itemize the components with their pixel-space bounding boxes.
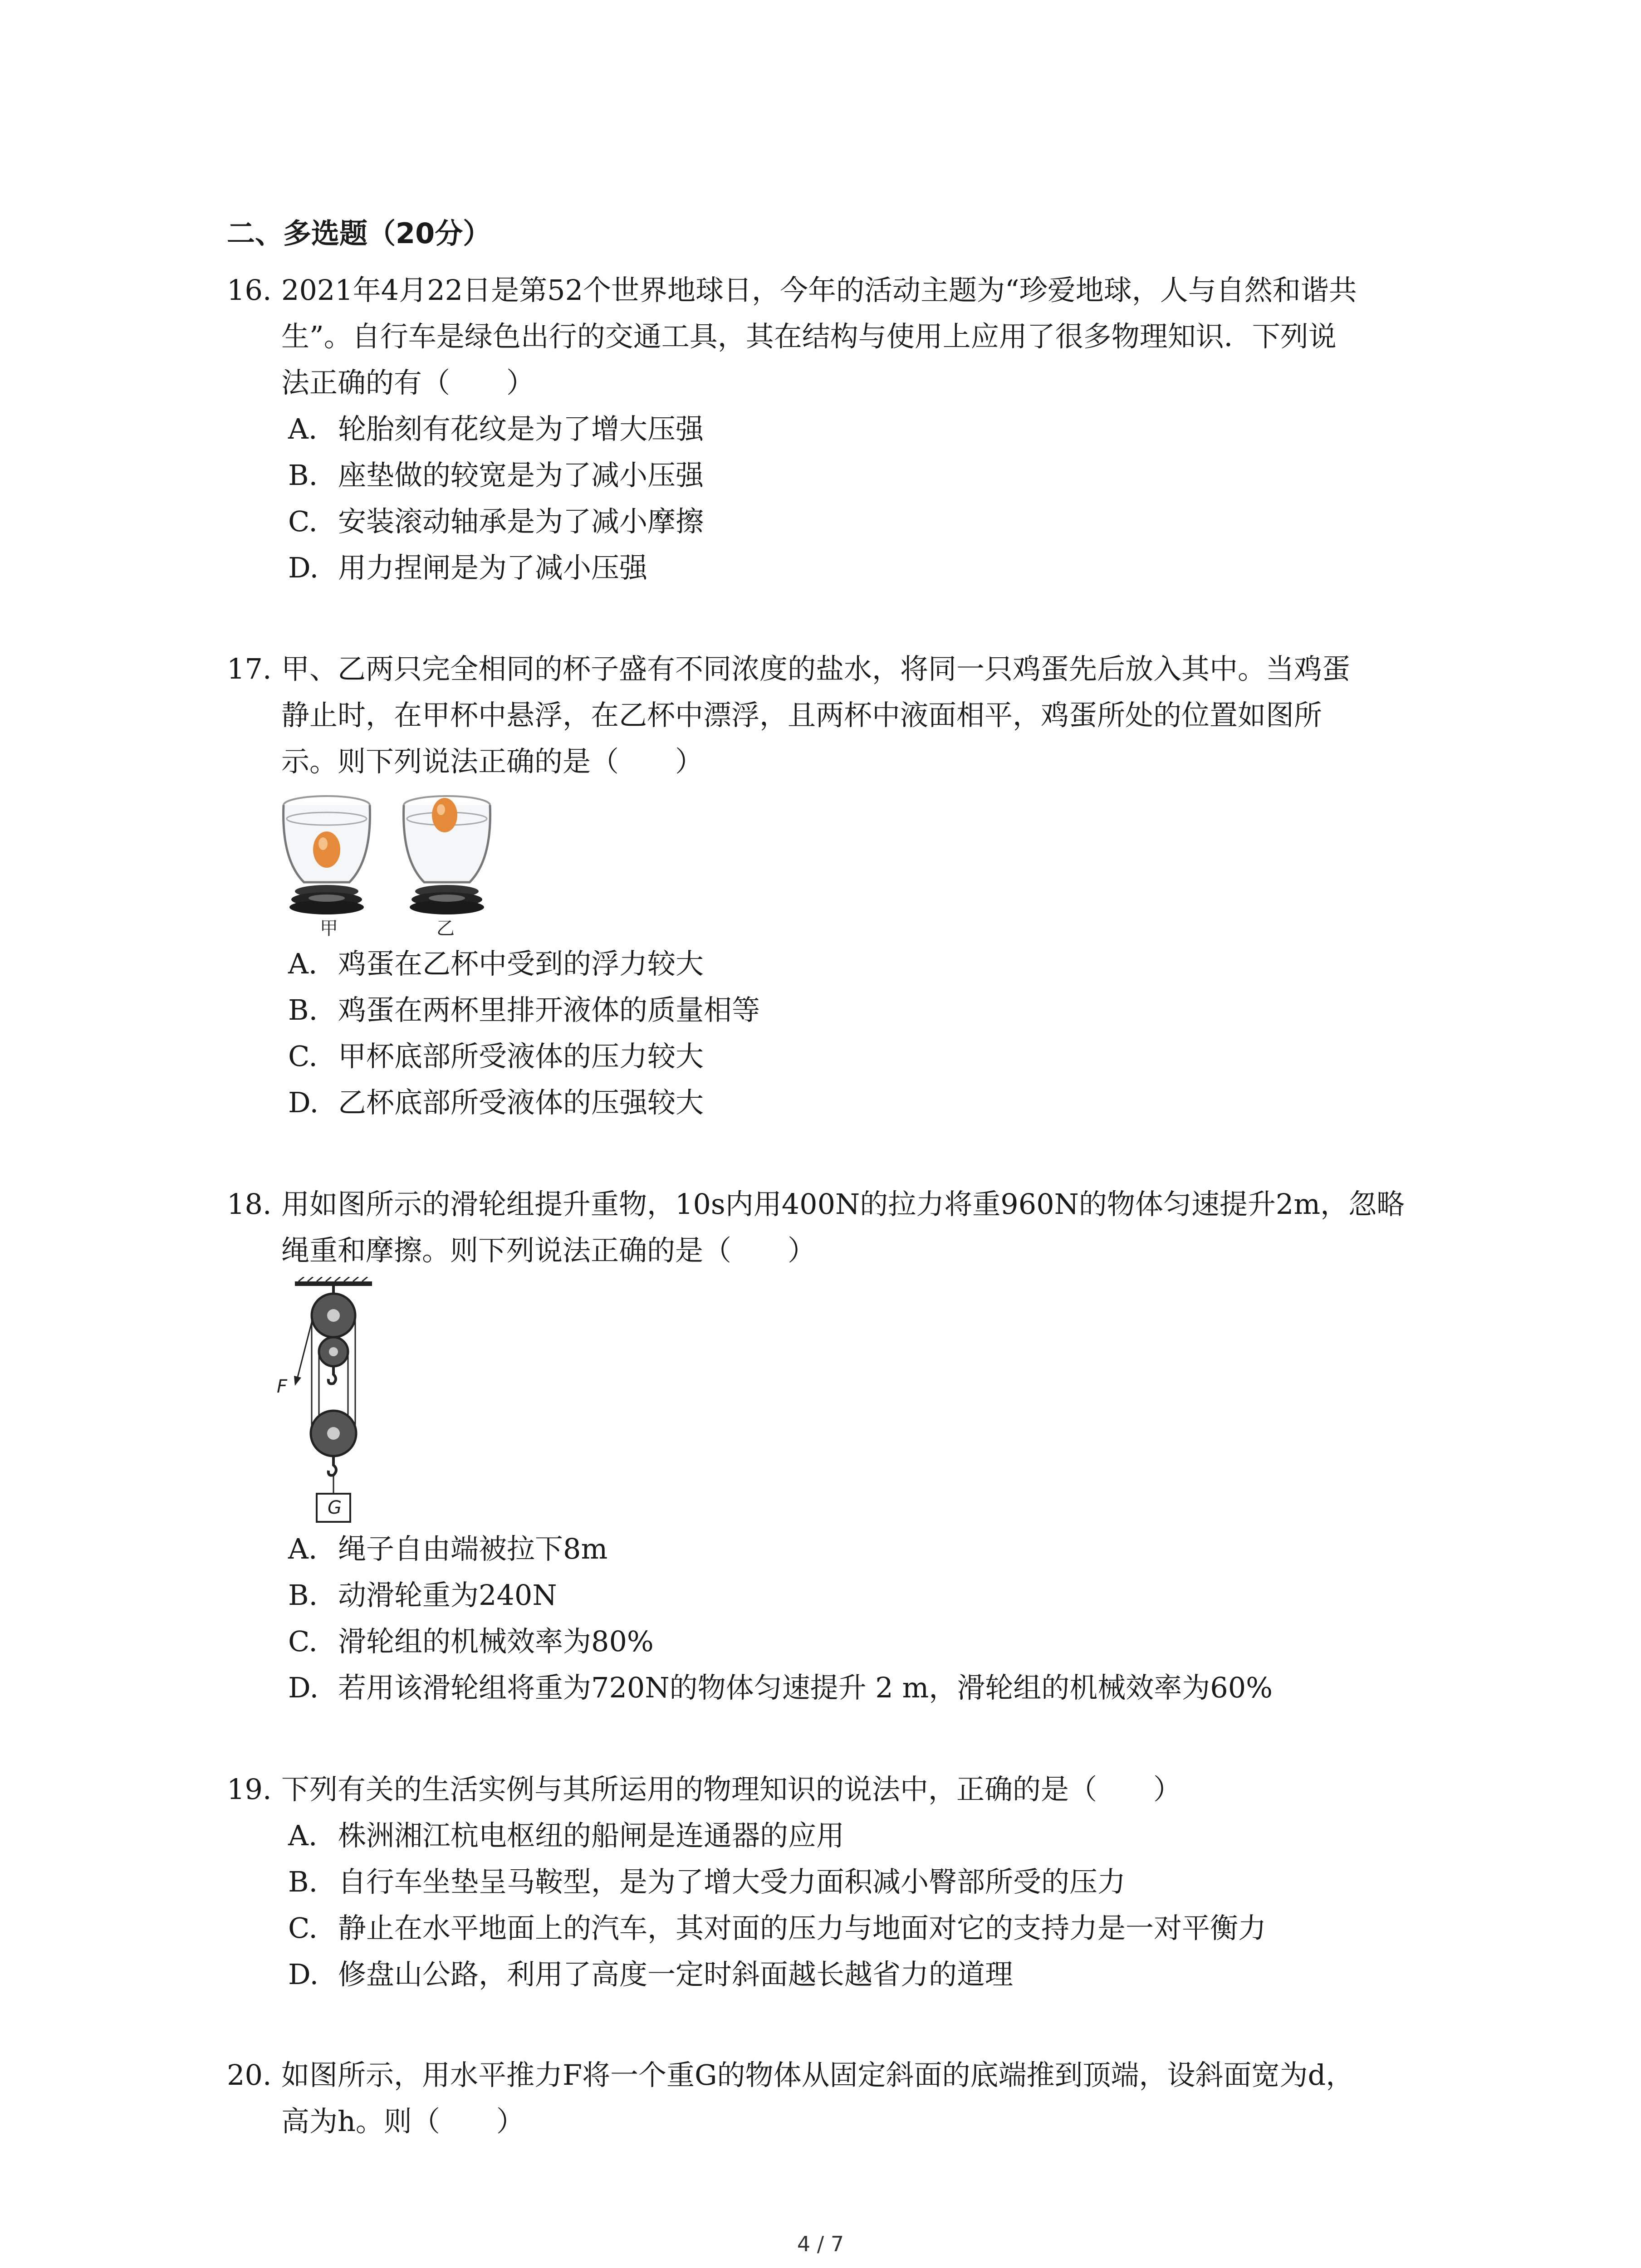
question-text-line: 用如图所示的滑轮组提升重物，10s内用400N的拉力将重960N的物体匀速提升2m，忽略	[281, 1188, 1405, 1221]
option-a[interactable]	[288, 1526, 607, 1572]
option-b[interactable]	[288, 1573, 557, 1618]
option-letter: B.	[288, 1865, 318, 1898]
option-letter: B.	[288, 993, 318, 1026]
page-number: 4 / 7	[797, 2232, 844, 2256]
option-c[interactable]	[288, 499, 704, 544]
option-text: 轮胎刻有花纹是为了增大压强	[338, 412, 704, 445]
egg-jia	[313, 831, 340, 868]
question-number: 20.	[227, 2058, 272, 2092]
option-c[interactable]	[288, 1034, 704, 1079]
question-number: 16.	[227, 274, 272, 307]
option-text: 鸡蛋在两杯里排开液体的质量相等	[338, 993, 760, 1026]
option-d[interactable]	[288, 1952, 1013, 1997]
option-b[interactable]	[288, 987, 760, 1033]
pulley-system-figure	[277, 1277, 381, 1531]
option-letter: C.	[288, 1911, 318, 1945]
question-text-line: 甲、乙两只完全相同的杯子盛有不同浓度的盐水，将同一只鸡蛋先后放入其中。当鸡蛋	[281, 652, 1351, 685]
option-letter: B.	[288, 459, 318, 492]
option-text: 鸡蛋在乙杯中受到的浮力较大	[338, 947, 704, 980]
option-letter: A.	[288, 1819, 318, 1852]
option-letter: D.	[288, 1086, 319, 1119]
question-text-line: 绳重和摩擦。则下列说法正确的是（ ）	[281, 1234, 816, 1267]
option-a[interactable]	[288, 941, 704, 987]
option-d[interactable]	[288, 545, 647, 591]
option-text: 乙杯底部所受液体的压强较大	[338, 1086, 704, 1119]
force-label-f: F	[277, 1376, 288, 1397]
option-c[interactable]	[288, 1619, 654, 1664]
option-c[interactable]	[288, 1906, 1266, 1951]
question-text-line: 生”。自行车是绿色出行的交通工具，其在结构与使用上应用了很多物理知识．下列说	[281, 320, 1337, 353]
option-text: 滑轮组的机械效率为80%	[338, 1625, 654, 1658]
weight-label-g: G	[328, 1497, 342, 1518]
cup-jia	[284, 796, 370, 914]
cup-label-yi: 乙	[436, 918, 455, 939]
question-text-line: 2021年4月22日是第52个世界地球日，今年的活动主题为“珍爱地球，人与自然和谐共	[281, 274, 1357, 307]
cups-egg-figure	[277, 787, 513, 941]
option-text: 自行车坐垫呈马鞍型，是为了增大受力面积减小臀部所受的压力	[338, 1865, 1126, 1898]
option-b[interactable]	[288, 1859, 1126, 1905]
question-number: 17.	[227, 652, 272, 685]
option-text: 若用该滑轮组将重为720N的物体匀速提升 2 m，滑轮组的机械效率为60%	[338, 1671, 1273, 1704]
option-letter: D.	[288, 1958, 319, 1991]
question-text-line: 法正确的有（ ）	[281, 366, 535, 399]
option-letter: A.	[288, 947, 318, 980]
question-text-line: 下列有关的生活实例与其所运用的物理知识的说法中，正确的是（ ）	[281, 1773, 1182, 1806]
option-letter: B.	[288, 1579, 318, 1612]
egg-yi	[432, 798, 457, 832]
question-number: 18.	[227, 1188, 272, 1221]
cup-label-jia: 甲	[320, 918, 338, 939]
section-title: 二、多选题（20分）	[227, 217, 491, 250]
option-a[interactable]	[288, 1813, 844, 1858]
question-text-line: 静止时，在甲杯中悬浮，在乙杯中漂浮，且两杯中液面相平，鸡蛋所处的位置如图所	[281, 699, 1323, 732]
option-letter: C.	[288, 1625, 318, 1658]
cup-yi	[404, 796, 490, 914]
question-text-line: 高为h。则（ ）	[281, 2105, 524, 2138]
option-b[interactable]	[288, 453, 704, 498]
option-text: 甲杯底部所受液体的压力较大	[338, 1040, 704, 1073]
option-text: 安装滚动轴承是为了减小摩擦	[338, 505, 704, 538]
option-text: 用力捏闸是为了减小压强	[338, 551, 648, 584]
option-letter: A.	[288, 1532, 318, 1565]
option-text: 修盘山公路，利用了高度一定时斜面越长越省力的道理	[338, 1958, 1014, 1991]
option-a[interactable]	[288, 406, 704, 452]
option-text: 静止在水平地面上的汽车，其对面的压力与地面对它的支持力是一对平衡力	[338, 1911, 1267, 1945]
option-text: 动滑轮重为240N	[338, 1579, 557, 1612]
option-text: 座垫做的较宽是为了减小压强	[338, 459, 704, 492]
option-letter: C.	[288, 505, 318, 538]
question-text-line: 示。则下列说法正确的是（ ）	[281, 745, 704, 778]
option-d[interactable]	[288, 1080, 704, 1125]
option-letter: A.	[288, 412, 318, 445]
option-letter: C.	[288, 1040, 318, 1073]
option-letter: D.	[288, 551, 319, 584]
option-text: 绳子自由端被拉下8m	[338, 1532, 608, 1565]
option-text: 株洲湘江杭电枢纽的船闸是连通器的应用	[338, 1819, 845, 1852]
question-text-line: 如图所示，用水平推力F将一个重G的物体从固定斜面的底端推到顶端，设斜面宽为d，	[281, 2058, 1354, 2092]
option-letter: D.	[288, 1671, 319, 1704]
question-number: 19.	[227, 1773, 272, 1806]
option-d[interactable]	[288, 1665, 1273, 1711]
